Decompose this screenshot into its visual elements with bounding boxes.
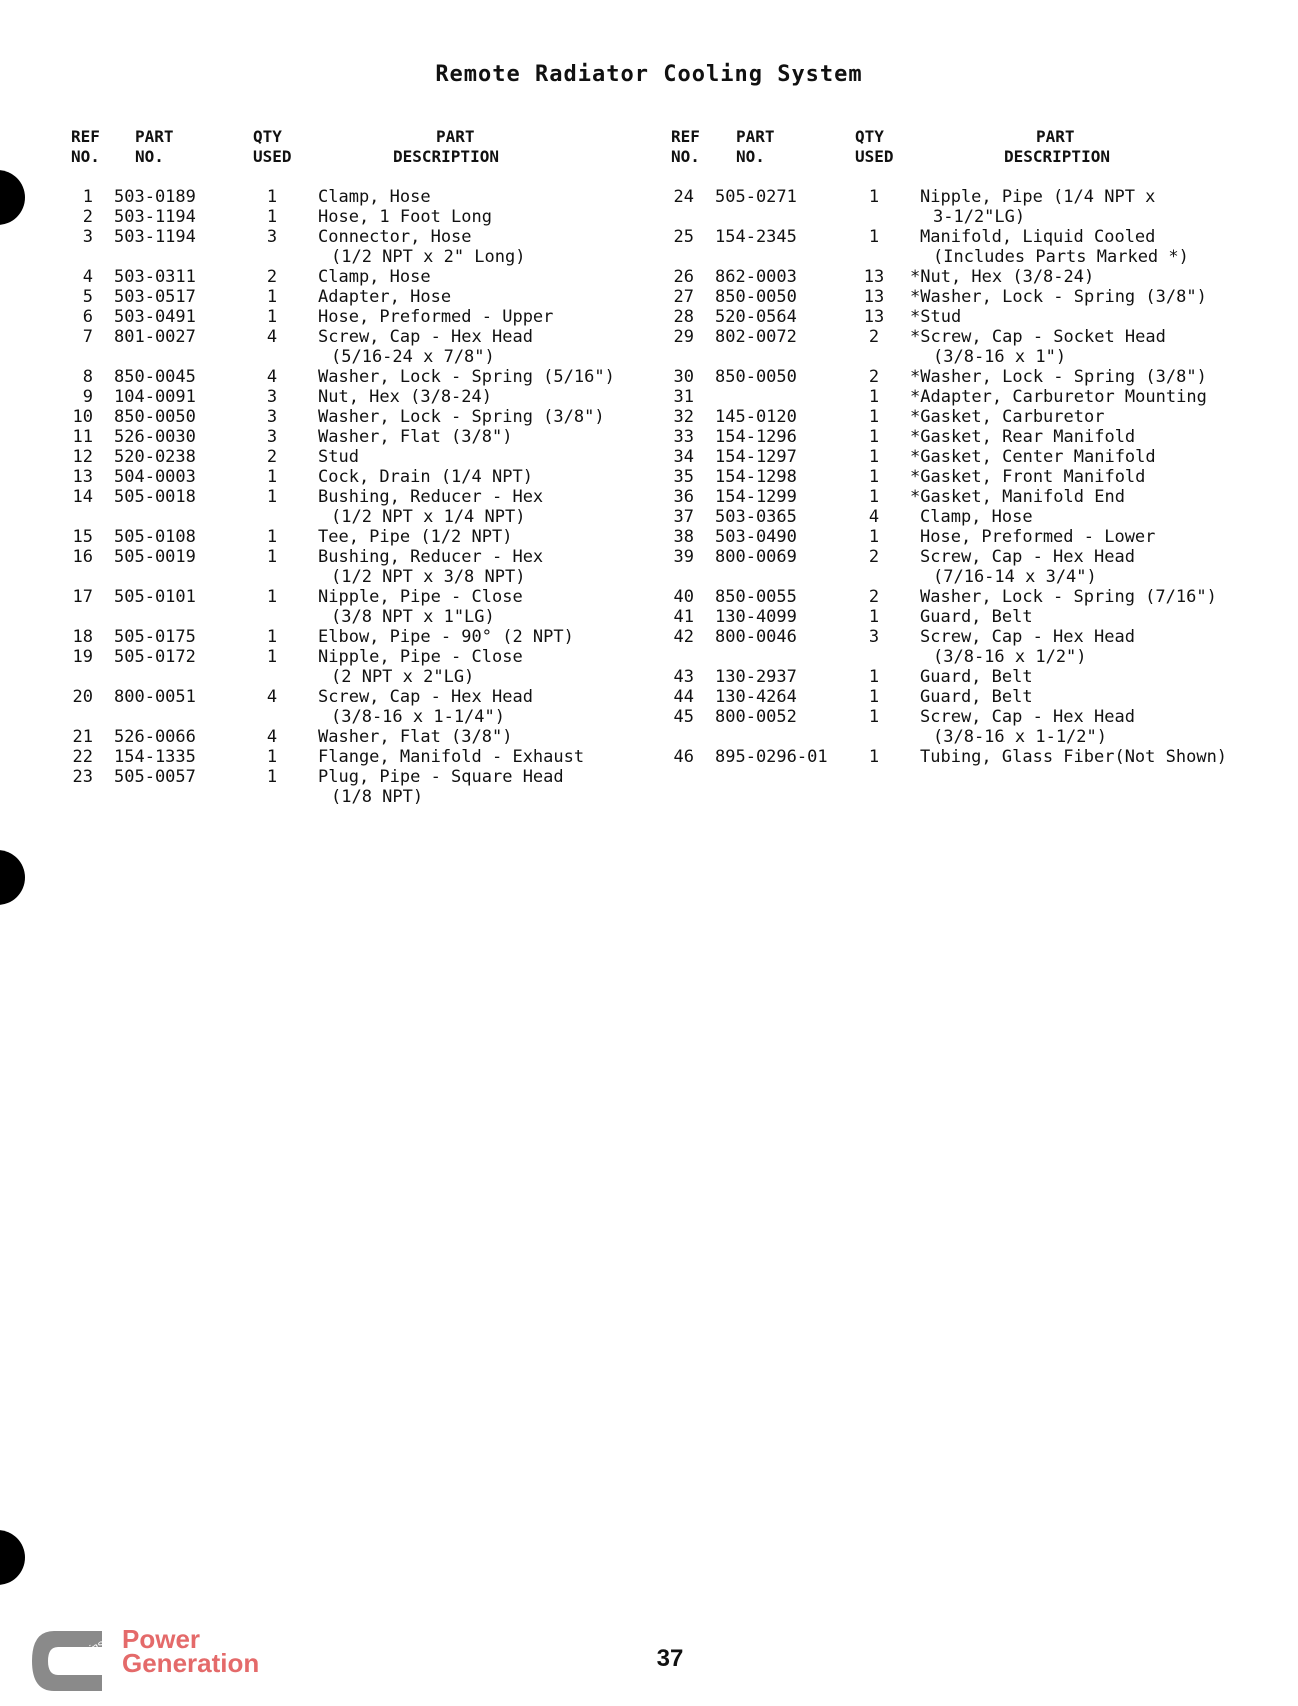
part-description: Bushing, Reducer - Hex: [318, 487, 544, 507]
part-number: 505-0172: [114, 647, 196, 667]
qty-used: 1: [266, 207, 278, 227]
qty-used: 3: [266, 427, 278, 447]
part-number: 505-0271: [715, 187, 797, 207]
part-number: 130-2937: [715, 667, 797, 687]
qty-used: 4: [266, 727, 278, 747]
ref-number: 9: [82, 387, 93, 407]
header-desc-line1: PART: [436, 127, 475, 146]
ref-number: 11: [72, 427, 93, 447]
ref-number: 21: [72, 727, 93, 747]
ref-number: 41: [673, 607, 694, 627]
ref-number: 43: [673, 667, 694, 687]
parts-row: [0, 467, 1298, 487]
qty-used: 2: [868, 367, 880, 387]
part-number: 154-2345: [715, 227, 797, 247]
ref-number: 34: [673, 447, 694, 467]
part-description: Hose, Preformed - Upper: [318, 307, 554, 327]
part-number: 850-0045: [114, 367, 196, 387]
ref-number: 19: [72, 647, 93, 667]
part-number: 850-0050: [715, 287, 797, 307]
brand-line1: Power: [122, 1624, 201, 1654]
ref-number: 3: [82, 227, 93, 247]
parts-row: [0, 507, 1298, 527]
part-description: *Nut, Hex (3/8-24): [910, 267, 1095, 287]
qty-used: 2: [266, 447, 278, 467]
qty-used: 1: [868, 447, 880, 467]
qty-used: 1: [266, 307, 278, 327]
qty-used: 13: [863, 307, 885, 327]
ref-number: 44: [673, 687, 694, 707]
part-description: *Washer, Lock - Spring (3/8"): [910, 367, 1207, 387]
part-description: Screw, Cap - Hex Head: [318, 327, 533, 347]
parts-row: [0, 627, 1298, 647]
part-description: (3/8-16 x 1-1/2"): [933, 727, 1107, 747]
part-number: 503-0491: [114, 307, 196, 327]
parts-row: [0, 187, 1298, 207]
qty-used: 1: [266, 487, 278, 507]
part-number: 154-1298: [715, 467, 797, 487]
part-description: Washer, Lock - Spring (7/16"): [920, 587, 1217, 607]
part-number: 800-0051: [114, 687, 196, 707]
ref-number: 46: [673, 747, 694, 767]
ref-number: 29: [673, 327, 694, 347]
ref-number: 1: [82, 187, 93, 207]
part-number: 520-0238: [114, 447, 196, 467]
brand-line2: Generation: [122, 1648, 260, 1678]
parts-row: [0, 347, 1298, 367]
qty-used: 3: [266, 407, 278, 427]
qty-used: 1: [868, 687, 880, 707]
part-number: 505-0018: [114, 487, 196, 507]
part-number: 154-1296: [715, 427, 797, 447]
header-part-line2: NO.: [736, 147, 765, 166]
part-description: *Gasket, Rear Manifold: [910, 427, 1136, 447]
qty-used: 3: [868, 627, 880, 647]
ref-number: 18: [72, 627, 93, 647]
ref-number: 4: [82, 267, 93, 287]
part-number: 526-0066: [114, 727, 196, 747]
qty-used: 1: [266, 467, 278, 487]
ref-number: 16: [72, 547, 93, 567]
part-description: *Gasket, Center Manifold: [910, 447, 1156, 467]
qty-used: 1: [868, 487, 880, 507]
part-number: 505-0019: [114, 547, 196, 567]
ref-number: 45: [673, 707, 694, 727]
part-number: 504-0003: [114, 467, 196, 487]
part-number: 505-0057: [114, 767, 196, 787]
part-description: Clamp, Hose: [920, 507, 1033, 527]
ref-number: 13: [72, 467, 93, 487]
part-number: 862-0003: [715, 267, 797, 287]
logo-text: Cummins: [55, 1636, 107, 1675]
header-part-line1: PART: [736, 127, 775, 146]
parts-row: [0, 247, 1298, 267]
part-number: 503-0311: [114, 267, 196, 287]
ref-number: 12: [72, 447, 93, 467]
cummins-logo: [28, 1625, 110, 1701]
header-qty-line2: USED: [253, 147, 292, 166]
part-number: 503-0189: [114, 187, 196, 207]
qty-used: 1: [868, 667, 880, 687]
ref-number: 14: [72, 487, 93, 507]
part-description: (3/8-16 x 1-1/4"): [331, 707, 505, 727]
ref-number: 36: [673, 487, 694, 507]
part-description: (3/8-16 x 1/2"): [933, 647, 1087, 667]
parts-row: [0, 367, 1298, 387]
header-ref-line1: REF: [671, 127, 700, 146]
qty-used: 1: [266, 767, 278, 787]
part-description: Nipple, Pipe - Close: [318, 647, 523, 667]
part-description: (2 NPT x 2"LG): [331, 667, 475, 687]
qty-used: 1: [868, 387, 880, 407]
part-number: 503-0517: [114, 287, 196, 307]
parts-row: [0, 747, 1298, 767]
qty-used: 1: [868, 607, 880, 627]
ref-number: 17: [72, 587, 93, 607]
header-ref-line2: NO.: [71, 147, 100, 166]
part-number: 503-1194: [114, 227, 196, 247]
ref-number: 8: [82, 367, 93, 387]
part-description: Hose, Preformed - Lower: [920, 527, 1156, 547]
part-number: 800-0052: [715, 707, 797, 727]
part-number: 526-0030: [114, 427, 196, 447]
part-description: *Gasket, Manifold End: [910, 487, 1125, 507]
part-description: *Washer, Lock - Spring (3/8"): [910, 287, 1207, 307]
ref-number: 38: [673, 527, 694, 547]
part-description: Hose, 1 Foot Long: [318, 207, 492, 227]
part-number: 505-0108: [114, 527, 196, 547]
part-description: Screw, Cap - Hex Head: [920, 707, 1135, 727]
part-description: Screw, Cap - Hex Head: [920, 627, 1135, 647]
parts-row: [0, 787, 650, 807]
part-description: (5/16-24 x 7/8"): [331, 347, 495, 367]
ref-number: 39: [673, 547, 694, 567]
part-number: 130-4099: [715, 607, 797, 627]
part-number: 154-1297: [715, 447, 797, 467]
qty-used: 1: [266, 647, 278, 667]
part-description: Manifold, Liquid Cooled: [920, 227, 1156, 247]
ref-number: 28: [673, 307, 694, 327]
part-description: *Screw, Cap - Socket Head: [910, 327, 1166, 347]
part-description: (3/8 NPT x 1"LG): [331, 607, 495, 627]
part-number: 850-0055: [715, 587, 797, 607]
header-qty-line2: USED: [855, 147, 894, 166]
part-description: Nipple, Pipe - Close: [318, 587, 523, 607]
qty-used: 1: [266, 547, 278, 567]
ref-number: 26: [673, 267, 694, 287]
parts-row: [0, 687, 1298, 707]
qty-used: 1: [868, 467, 880, 487]
punch-hole: [0, 850, 25, 905]
part-description: (1/2 NPT x 3/8 NPT): [331, 567, 526, 587]
ref-number: 42: [673, 627, 694, 647]
parts-row: [0, 307, 1298, 327]
qty-used: 1: [868, 427, 880, 447]
page-title: Remote Radiator Cooling System: [435, 62, 863, 87]
qty-used: 1: [266, 187, 278, 207]
part-description: (1/8 NPT): [331, 787, 424, 807]
qty-used: 2: [868, 327, 880, 347]
part-number: 503-0365: [715, 507, 797, 527]
qty-used: 1: [266, 747, 278, 767]
qty-used: 1: [868, 747, 880, 767]
header-part-line2: NO.: [135, 147, 164, 166]
part-description: (Includes Parts Marked *): [933, 247, 1189, 267]
part-number: 520-0564: [715, 307, 797, 327]
ref-number: 40: [673, 587, 694, 607]
qty-used: 3: [266, 387, 278, 407]
header-ref-line2: NO.: [671, 147, 700, 166]
parts-row: [0, 527, 1298, 547]
parts-row: [0, 447, 1298, 467]
part-description: Washer, Lock - Spring (3/8"): [318, 407, 605, 427]
parts-row: [0, 227, 1298, 247]
parts-row: [0, 327, 1298, 347]
header-desc-line2: DESCRIPTION: [1004, 147, 1110, 166]
header-desc-line1: PART: [1036, 127, 1075, 146]
part-number: 154-1299: [715, 487, 797, 507]
part-number: 802-0072: [715, 327, 797, 347]
part-number: 154-1335: [114, 747, 196, 767]
qty-used: 1: [266, 587, 278, 607]
part-description: Nipple, Pipe (1/4 NPT x: [920, 187, 1156, 207]
part-description: *Adapter, Carburetor Mounting: [910, 387, 1207, 407]
parts-row: [0, 587, 1298, 607]
ref-number: 22: [72, 747, 93, 767]
qty-used: 4: [266, 687, 278, 707]
part-number: 850-0050: [715, 367, 797, 387]
qty-used: 13: [863, 287, 885, 307]
part-description: *Stud: [910, 307, 962, 327]
parts-row: [0, 267, 1298, 287]
part-description: Clamp, Hose: [318, 187, 431, 207]
part-number: 801-0027: [114, 327, 196, 347]
parts-row: [0, 547, 1298, 567]
qty-used: 1: [266, 627, 278, 647]
ref-number: 2: [82, 207, 93, 227]
part-number: 850-0050: [114, 407, 196, 427]
ref-number: 24: [673, 187, 694, 207]
parts-row: [0, 567, 1298, 587]
parts-row: [0, 427, 1298, 447]
parts-row: [0, 387, 1298, 407]
part-description: (7/16-14 x 3/4"): [933, 567, 1097, 587]
brand-name: [122, 1624, 260, 1678]
part-description: *Gasket, Front Manifold: [910, 467, 1146, 487]
part-description: *Gasket, Carburetor: [910, 407, 1105, 427]
ref-number: 6: [82, 307, 93, 327]
part-number: 104-0091: [114, 387, 196, 407]
parts-row: [0, 287, 1298, 307]
ref-number: 32: [673, 407, 694, 427]
part-description: (1/2 NPT x 1/4 NPT): [331, 507, 526, 527]
parts-row: [0, 487, 1298, 507]
part-description: Guard, Belt: [920, 667, 1033, 687]
header-qty-line1: QTY: [253, 127, 282, 146]
part-number: 505-0101: [114, 587, 196, 607]
part-description: Screw, Cap - Hex Head: [318, 687, 533, 707]
part-description: Adapter, Hose: [318, 287, 452, 307]
part-description: Plug, Pipe - Square Head: [318, 767, 564, 787]
parts-row: [0, 767, 650, 787]
qty-used: 1: [868, 187, 880, 207]
ref-number: 5: [82, 287, 93, 307]
part-description: Elbow, Pipe - 90° (2 NPT): [318, 627, 574, 647]
parts-row: [0, 207, 1298, 227]
parts-row: [0, 607, 1298, 627]
part-description: Guard, Belt: [920, 607, 1033, 627]
part-description: Washer, Flat (3/8"): [318, 427, 513, 447]
header-part-line1: PART: [135, 127, 174, 146]
ref-number: 27: [673, 287, 694, 307]
qty-used: 4: [266, 367, 278, 387]
qty-used: 4: [266, 327, 278, 347]
ref-number: 37: [673, 507, 694, 527]
qty-used: 2: [868, 587, 880, 607]
qty-used: 3: [266, 227, 278, 247]
part-number: 895-0296-01: [715, 747, 828, 767]
ref-number: 30: [673, 367, 694, 387]
part-number: 145-0120: [715, 407, 797, 427]
ref-number: 23: [72, 767, 93, 787]
qty-used: 1: [868, 227, 880, 247]
part-description: Guard, Belt: [920, 687, 1033, 707]
ref-number: 15: [72, 527, 93, 547]
part-number: 503-1194: [114, 207, 196, 227]
qty-used: 1: [266, 287, 278, 307]
ref-number: 20: [72, 687, 93, 707]
part-description: (1/2 NPT x 2" Long): [331, 247, 526, 267]
parts-row: [0, 707, 1298, 727]
parts-row: [0, 667, 1298, 687]
parts-row: [0, 407, 1298, 427]
punch-hole: [0, 1530, 25, 1585]
part-description: Screw, Cap - Hex Head: [920, 547, 1135, 567]
part-description: Clamp, Hose: [318, 267, 431, 287]
qty-used: 1: [266, 527, 278, 547]
part-description: (3/8-16 x 1"): [933, 347, 1067, 367]
part-number: 505-0175: [114, 627, 196, 647]
parts-row: [0, 647, 1298, 667]
header-qty-line1: QTY: [855, 127, 884, 146]
part-description: 3-1/2"LG): [933, 207, 1026, 227]
header-ref-line1: REF: [71, 127, 100, 146]
part-description: Tubing, Glass Fiber(Not Shown): [920, 747, 1228, 767]
part-description: Stud: [318, 447, 359, 467]
header-desc-line2: DESCRIPTION: [393, 147, 499, 166]
part-number: 800-0046: [715, 627, 797, 647]
qty-used: 1: [868, 527, 880, 547]
part-description: Connector, Hose: [318, 227, 472, 247]
part-description: Washer, Lock - Spring (5/16"): [318, 367, 615, 387]
qty-used: 2: [266, 267, 278, 287]
part-number: 800-0069: [715, 547, 797, 567]
ref-number: 31: [673, 387, 694, 407]
qty-used: 1: [868, 707, 880, 727]
page-number: 37: [656, 1645, 684, 1672]
part-description: Bushing, Reducer - Hex: [318, 547, 544, 567]
ref-number: 10: [72, 407, 93, 427]
part-description: Washer, Flat (3/8"): [318, 727, 513, 747]
qty-used: 2: [868, 547, 880, 567]
part-description: Nut, Hex (3/8-24): [318, 387, 492, 407]
part-description: Cock, Drain (1/4 NPT): [318, 467, 533, 487]
part-description: Tee, Pipe (1/2 NPT): [318, 527, 513, 547]
qty-used: 1: [868, 407, 880, 427]
ref-number: 25: [673, 227, 694, 247]
ref-number: 33: [673, 427, 694, 447]
qty-used: 4: [868, 507, 880, 527]
ref-number: 35: [673, 467, 694, 487]
ref-number: 7: [82, 327, 93, 347]
part-number: 130-4264: [715, 687, 797, 707]
parts-row: [0, 727, 1298, 747]
part-description: Flange, Manifold - Exhaust: [318, 747, 585, 767]
part-number: 503-0490: [715, 527, 797, 547]
right-parts-list: [0, 187, 1298, 767]
qty-used: 13: [863, 267, 885, 287]
